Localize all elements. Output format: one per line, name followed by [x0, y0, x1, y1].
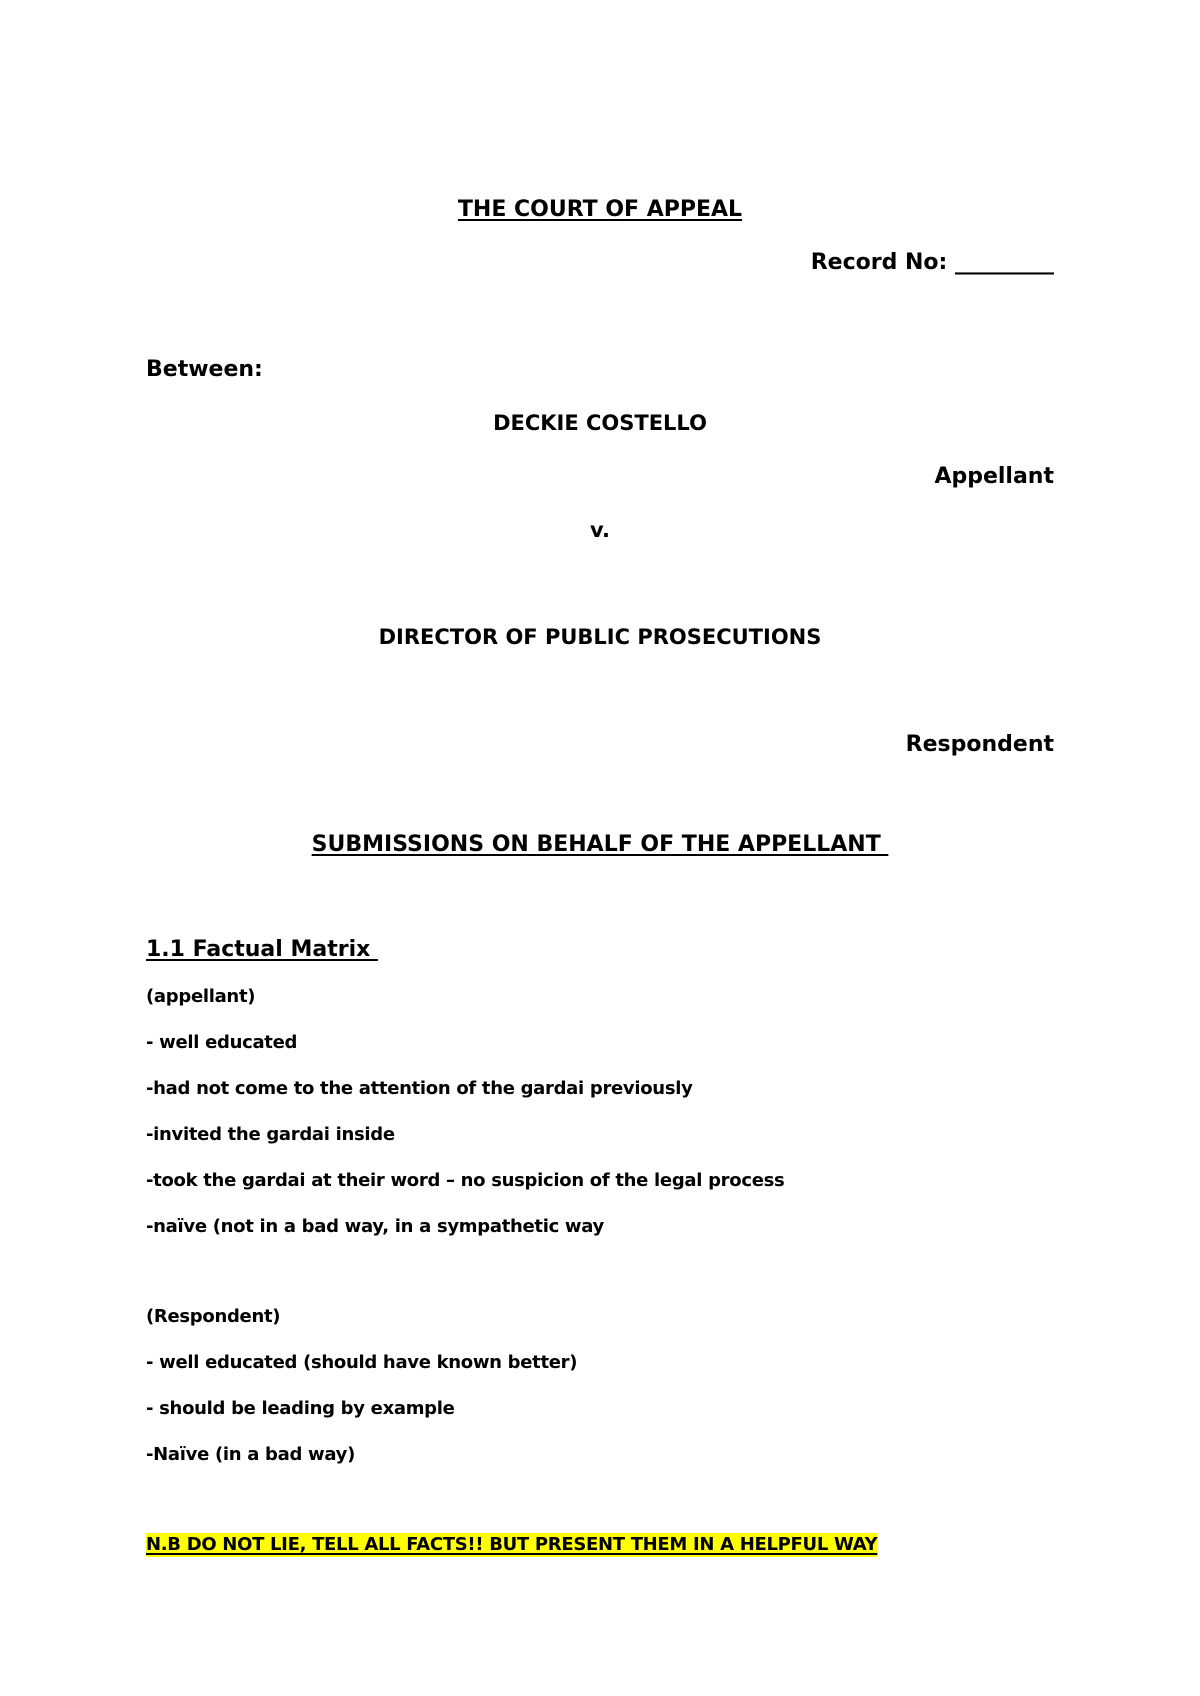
section-heading-text: 1.1 Factual Matrix — [146, 937, 378, 962]
record-number: Record No: _________ — [810, 250, 1054, 275]
list-item: -Naïve (in a bad way) — [146, 1444, 356, 1465]
submissions-title — [0, 834, 1200, 856]
list-item: - should be leading by example — [146, 1398, 455, 1419]
submissions-title-text: SUBMISSIONS ON BEHALF OF THE APPELLANT — [311, 832, 889, 857]
respondent-group-heading: (Respondent) — [146, 1306, 281, 1327]
list-item: -naïve (not in a bad way, in a sympathetic way — [146, 1216, 604, 1237]
appellant-name: DECKIE COSTELLO — [493, 411, 707, 435]
respondent-label: Respondent — [905, 732, 1054, 757]
highlighted-note-text: N.B DO NOT LIE, TELL ALL FACTS!! BUT PRESENT THEM IN A HELPFUL WAY — [146, 1534, 878, 1555]
section-heading — [146, 939, 378, 961]
court-title-text: THE COURT OF APPEAL — [457, 197, 743, 222]
appellant-label: Appellant — [934, 464, 1054, 489]
list-item: -took the gardai at their word – no suspicion of the legal process — [146, 1170, 785, 1191]
court-title — [0, 199, 1200, 221]
list-item: - well educated (should have known better) — [146, 1352, 578, 1373]
versus-label: v. — [590, 518, 610, 542]
highlighted-note — [146, 1536, 877, 1554]
list-item: - well educated — [146, 1032, 298, 1053]
respondent-name: DIRECTOR OF PUBLIC PROSECUTIONS — [378, 625, 822, 649]
between-label: Between: — [146, 357, 263, 382]
list-item: -had not come to the attention of the gardai previously — [146, 1078, 693, 1099]
appellant-group-heading: (appellant) — [146, 986, 256, 1007]
list-item: -invited the gardai inside — [146, 1124, 395, 1145]
